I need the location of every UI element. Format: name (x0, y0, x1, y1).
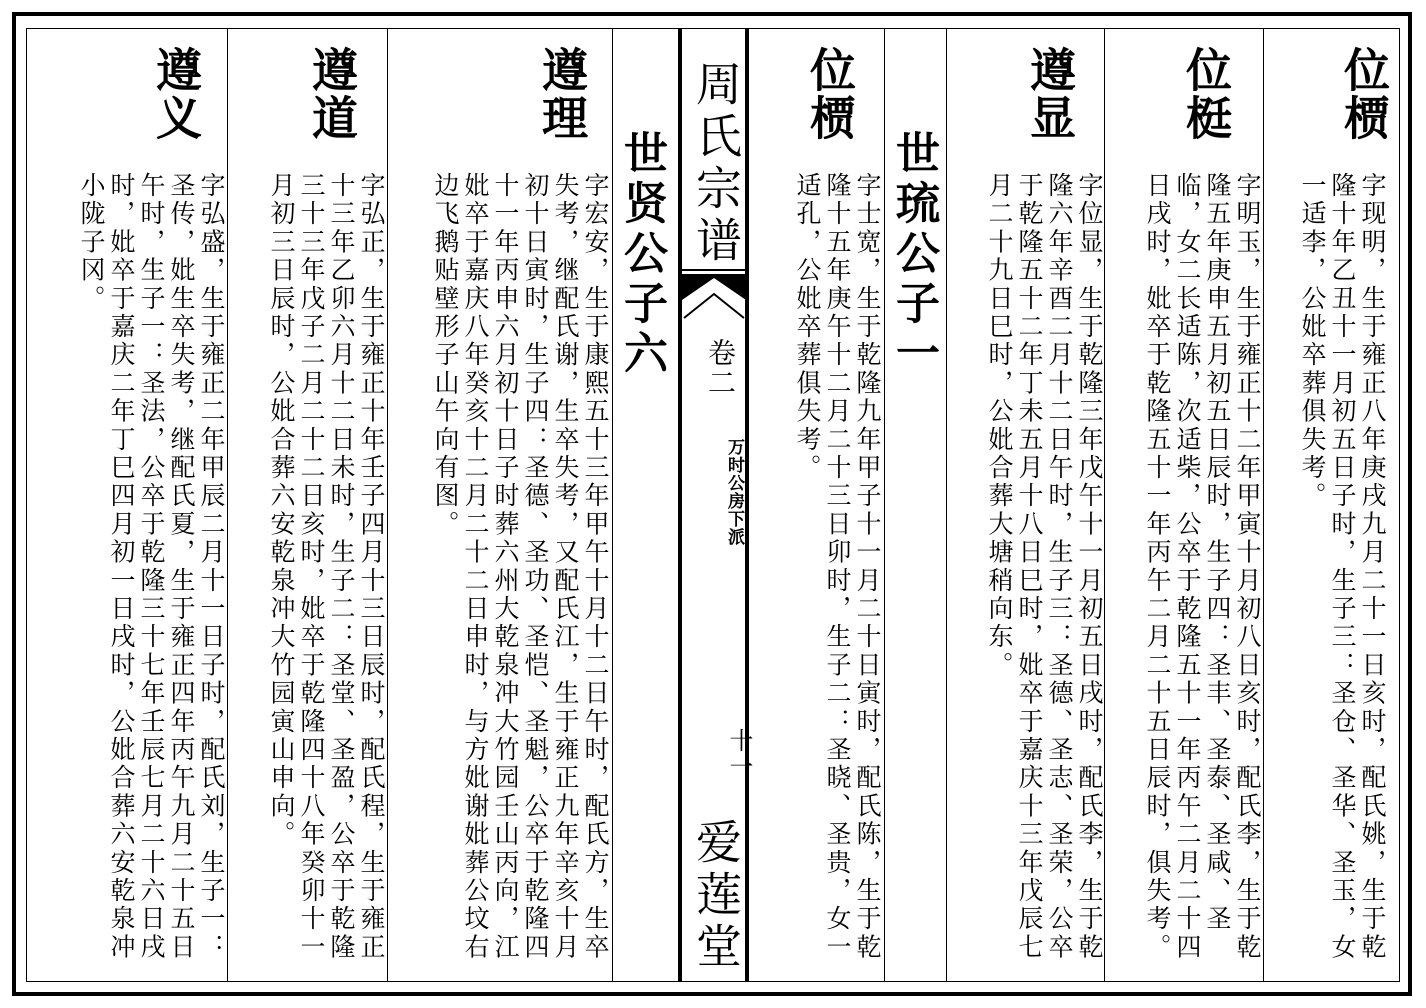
entry-text: 字现明，生于雍正八年庚戌九月二十一日亥时，配氏姚，生于乾隆十年乙丑十一月初五日子时，生子三：圣仓、圣华、圣玉，女一适李，公妣卒葬俱失考。 (1298, 172, 1387, 962)
entry-name: 位槚 (1337, 46, 1391, 142)
entry-name: 遵显 (1023, 46, 1077, 142)
entry-name: 位梃 (1179, 46, 1233, 142)
entry-name: 遵义 (149, 46, 203, 142)
column-divider (946, 28, 947, 982)
column-divider (884, 28, 885, 982)
column-divider (387, 28, 388, 982)
column-divider (227, 28, 228, 982)
entry-text: 字士宽，生于乾隆九年甲子十一月二十日寅时，配氏陈，生于乾隆十五年庚午十二月二十三日卯时，生子二：圣晓、圣贵，女一适孔，公妣卒葬俱失考。 (793, 172, 882, 962)
entry-text: 字明玉，生于雍正十二年甲寅十月初八日亥时，配氏李，生于乾隆五年庚申五月初五日辰时，生子四：圣丰、圣泰、圣咸、圣临，女二长适陈，次适柴，公卒于乾隆五十一年丙午二月二十四日戌时，妣卒于乾隆五十一年丙午二月二十五日辰时，俱失考。 (1143, 172, 1262, 962)
column-divider (612, 28, 613, 982)
hall-name: 爱莲堂 (689, 818, 743, 974)
entry-text: 字弘正，生于雍正十年壬子四月十三日辰时，配氏程，生于雍正十三年乙卯六月十二日未时，生子二：圣堂、圣盈，公卒于乾隆三十三年戊子二月二十二日亥时，妣卒于乾隆四十八年癸卯十一月初三日辰时，公妣合葬六安乾泉冲大竹园寅山申向。 (267, 172, 386, 962)
generation-heading: 世琉公子一 (888, 130, 939, 380)
entry-text: 字弘盛，生于雍正二年甲辰二月十一日子时，配氏刘，生子一：圣传，妣生卒失考，继配氏夏，生于雍正四年丙午九月二十五日午时，生子一：圣法，公卒于乾隆三十七年壬辰七月二十六日戌时，妣卒于嘉庆二年丁巳四月初一日戌时，公妣合葬六安乾泉冲小陇子冈。 (77, 172, 226, 962)
entry-text: 字位显，生于乾隆三年戊午十一月初五日戌时，配氏李，生于乾隆六年辛酉二月十二日午时，生子三：圣德、圣志、圣荣，公卒于乾隆五十二年丁未五月十八日巳时，妣卒于嘉庆十三年戊辰七月二十九日巳时，公妣合葬大塘稍向东。 (985, 172, 1104, 962)
center-divider-left (678, 28, 682, 982)
volume-label: 卷二 (704, 338, 737, 398)
genealogy-title: 周氏宗谱 (689, 60, 743, 268)
branch-label: 万时公房下派 (724, 438, 744, 546)
entry-name: 位槚 (803, 46, 857, 142)
entry-text: 字宏安，生于康熙五十三年甲午十月十二日午时，配氏方，生卒失考，继配氏谢，生卒失考，又配氏江，生于雍正九年辛亥十月初十日寅时，生子四：圣德、圣功、圣恺、圣魁，公卒于乾隆四十一年丙申六月初十日子时葬六州大乾泉冲大竹园壬山丙向，江妣卒于嘉庆八年癸亥十二月二十二日申时，与方妣谢妣葬公坟右边飞鹅贴壁形子山午向有图。 (431, 172, 610, 962)
generation-heading: 世贤公子六 (616, 130, 667, 380)
entry-name: 遵理 (535, 46, 589, 142)
page-number: 十一 (725, 728, 753, 780)
entry-name: 遵道 (305, 46, 359, 142)
fish-tail-mark-icon (682, 268, 746, 328)
column-divider (1104, 28, 1105, 982)
column-divider (1263, 28, 1264, 982)
